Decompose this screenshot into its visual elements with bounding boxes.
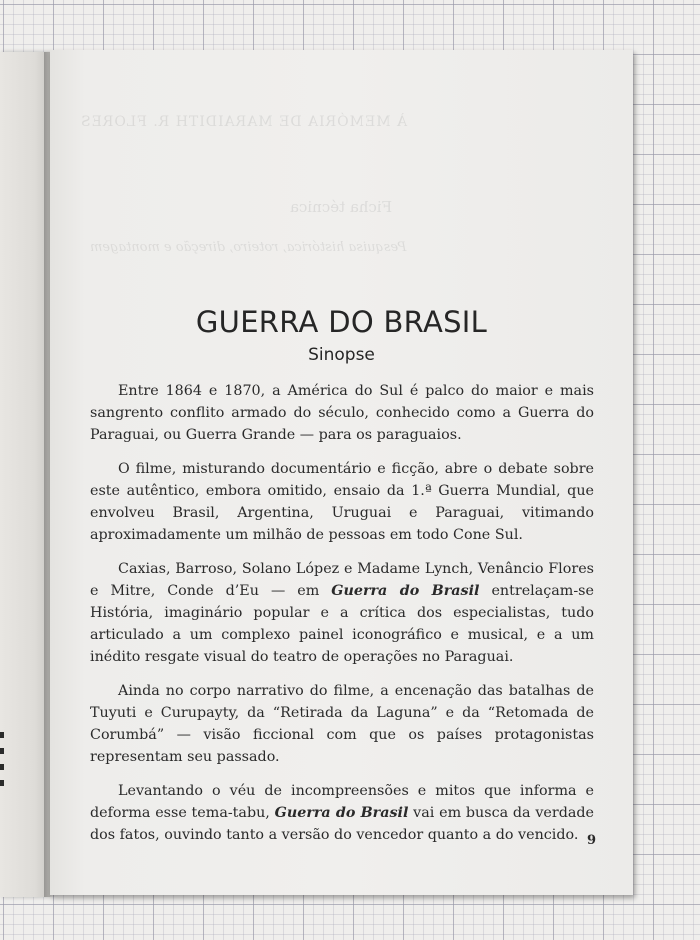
paragraph-text: Caxias, Barroso, Solano López e Madame Lynch, Venâncio Flores e Mitre, Conde d’Eu — em: [90, 561, 594, 599]
section-subtitle: Sinopse: [308, 345, 375, 365]
paragraph-text: entrelaçam-se História, imaginário popular e a crítica dos especialistas, tudo articulado a um complexo painel iconográfico e musical, e a um inédito resgate visual do teatro de operações no Paraguai.: [90, 583, 594, 665]
synopsis-paragraph-1: Entre 1864 e 1870, a América do Sul é palco do maior e mais sangrento conflito armado do século, conhecido como a Guerra do Paraguai, ou Guerra Grande — para os paraguaios.: [90, 383, 594, 443]
synopsis-paragraph-5: [90, 780, 597, 848]
film-title-emphasis: Guerra do Brasil: [331, 583, 480, 599]
page-number: 9: [587, 833, 597, 848]
paragraph-text: Levantando o véu de incompreensões e mitos que informa e deforma esse tema-tabu,: [90, 783, 594, 821]
synopsis-paragraph-4: Ainda no corpo narrativo do filme, a encenação das batalhas de Tuyuti e Curupayty, da “Retirada da Laguna” e da “Retomada de Corumbá” — visão ficcional com que os países protagonistas representam seu passado.: [90, 683, 594, 765]
film-title-emphasis: Guerra do Brasil: [274, 805, 409, 821]
show-through-heading: Ficha técnica: [290, 198, 393, 216]
left-page-edge: [0, 52, 50, 897]
synopsis-paragraph-2: O filme, misturando documentário e ficção, abre o debate sobre este autêntico, embora omitido, ensaio da 1.ª Guerra Mundial, que envolveu Brasil, Argentina, Uruguai e Paraguai, vitimando aproximadamente um milhão de pessoas em todo Cone Sul.: [90, 461, 594, 543]
show-through-dedication: À MEMÓRIA DE MARAIDITH R. FLORES: [80, 114, 408, 130]
left-page-text-fragments: [0, 732, 8, 796]
show-through-credits: Pesquisa histórica, roteiro, direção e montagem: [90, 240, 407, 255]
page-title: GUERRA DO BRASIL: [195, 305, 488, 339]
paragraph-text: vai em busca da verdade dos fatos, ouvindo tanto a versão do vencedor quanto a do vencido.: [90, 805, 594, 843]
synopsis-body: [90, 380, 597, 858]
synopsis-paragraph-3: [90, 558, 594, 668]
